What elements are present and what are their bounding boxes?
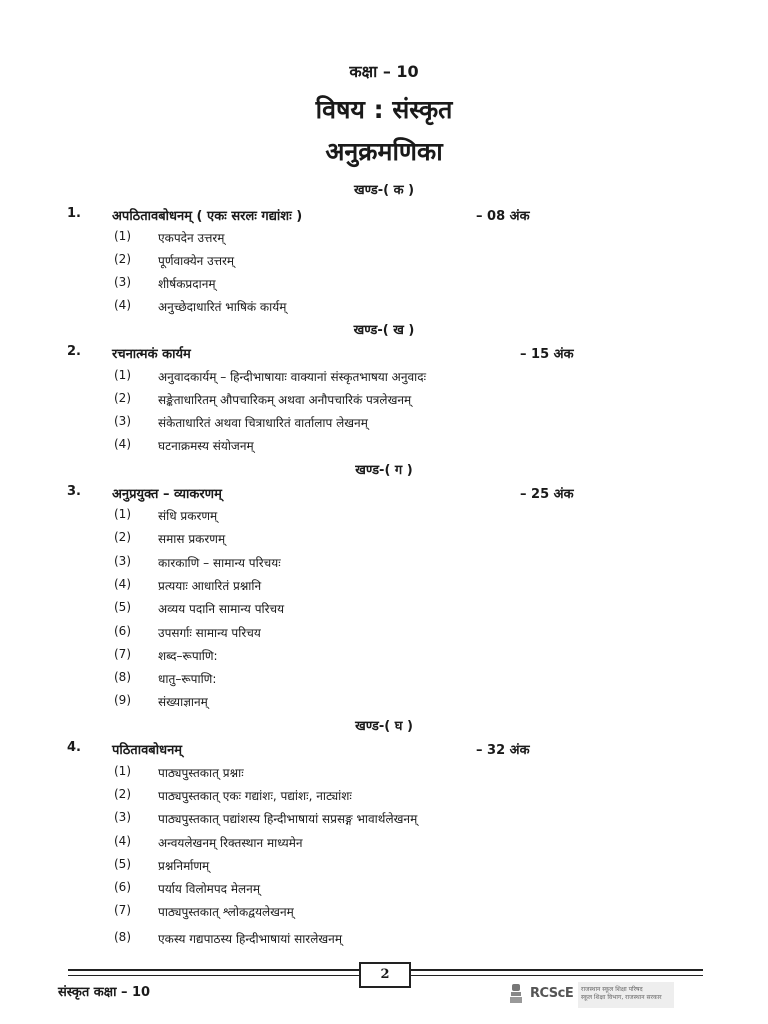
index-title: अनुक्रमणिका bbox=[325, 137, 443, 166]
item-number: (2) bbox=[114, 530, 131, 544]
item-number: (3) bbox=[114, 414, 131, 428]
item-number: (4) bbox=[114, 834, 131, 848]
topic-title: पठितावबोधनम् bbox=[112, 743, 183, 758]
item-number: (2) bbox=[114, 787, 131, 801]
list-item: पाठ्यपुस्तकात् पद्यांशस्य हिन्दीभाषायां सप्रसङ्ग भावार्थलेखनम् bbox=[158, 812, 418, 826]
topic-title: अपठितावबोधनम् ( एकः सरलः गद्यांशः ) bbox=[112, 209, 303, 224]
list-item: अनुवादकार्यम् – हिन्दीभाषायाः वाक्यानां संस्कृतभाषया अनुवादः bbox=[158, 370, 427, 384]
list-item: प्रश्ननिर्माणम् bbox=[158, 859, 210, 873]
list-item: कारकाणि – सामान्य परिचयः bbox=[158, 556, 281, 570]
khand-heading-b: खण्ड-( ख ) bbox=[353, 323, 415, 338]
item-number: (9) bbox=[114, 693, 131, 707]
item-number: (8) bbox=[114, 670, 131, 684]
list-item: उपसर्गाः सामान्य परिचय bbox=[158, 626, 261, 640]
item-number: (8) bbox=[114, 930, 131, 944]
list-item: संधि प्रकरणम् bbox=[158, 509, 218, 523]
list-item: संकेताधारितं अथवा चित्राधारितं वार्तालाप लेखनम् bbox=[158, 416, 368, 430]
topic-number: 4. bbox=[67, 740, 81, 755]
khand-heading-a: खण्ड-( क ) bbox=[353, 183, 415, 198]
list-item: पूर्णवाक्येन उत्तरम् bbox=[158, 254, 235, 268]
list-item: धातु–रूपाणि: bbox=[158, 672, 217, 686]
list-item: सङ्केताधारितम् औपचारिकम् अथवा अनौपचारिकं पत्रलेखनम् bbox=[158, 393, 412, 407]
topic-title: रचनात्मकं कार्यम bbox=[112, 347, 191, 362]
list-item: संख्याज्ञानम् bbox=[158, 695, 208, 709]
footer-book-title: संस्कृत कक्षा – 10 bbox=[58, 985, 151, 1000]
list-item: पाठ्यपुस्तकात् श्लोकद्वयलेखनम् bbox=[158, 905, 294, 919]
item-number: (1) bbox=[114, 229, 131, 243]
topic-title: अनुप्रयुक्त – व्याकरणम् bbox=[112, 487, 222, 502]
list-item: पाठ्यपुस्तकात् एकः गद्यांशः, पद्यांशः, नाट्यांशः bbox=[158, 789, 352, 803]
item-number: (6) bbox=[114, 624, 131, 638]
item-number: (6) bbox=[114, 880, 131, 894]
rcsce-logo bbox=[508, 980, 676, 1010]
logo-line-1: राजस्थान स्कूल शिक्षा परिषद bbox=[581, 986, 643, 993]
list-item: घटनाक्रमस्य संयोजनम् bbox=[158, 439, 254, 453]
logo-banner bbox=[578, 982, 674, 1008]
khand-heading-c: खण्ड-( ग ) bbox=[355, 463, 413, 478]
topic-number: 1. bbox=[67, 206, 81, 221]
item-number: (4) bbox=[114, 577, 131, 591]
page-number: 2 bbox=[359, 962, 411, 988]
topic-marks: – 25 अंक bbox=[520, 487, 574, 502]
item-number: (2) bbox=[114, 391, 131, 405]
item-number: (7) bbox=[114, 647, 131, 661]
topic-number: 2. bbox=[67, 344, 81, 359]
list-item: पाठ्यपुस्तकात् प्रश्नाः bbox=[158, 766, 244, 780]
item-number: (3) bbox=[114, 275, 131, 289]
item-number: (1) bbox=[114, 507, 131, 521]
khand-heading-d: खण्ड-( घ ) bbox=[355, 719, 413, 734]
list-item: एकपदेन उत्तरम् bbox=[158, 231, 225, 245]
class-heading: कक्षा – 10 bbox=[349, 62, 419, 81]
item-number: (1) bbox=[114, 368, 131, 382]
item-number: (3) bbox=[114, 554, 131, 568]
list-item: अव्यय पदानि सामान्य परिचय bbox=[158, 602, 285, 616]
list-item: शब्द–रूपाणि: bbox=[158, 649, 218, 663]
item-number: (3) bbox=[114, 810, 131, 824]
item-number: (7) bbox=[114, 903, 131, 917]
topic-marks: – 32 अंक bbox=[476, 743, 530, 758]
item-number: (5) bbox=[114, 857, 131, 871]
item-number: (2) bbox=[114, 252, 131, 266]
list-item: पर्याय विलोमपद मेलनम् bbox=[158, 882, 261, 896]
logo-line-2: स्कूल शिक्षा विभाग, राजस्थान सरकार bbox=[581, 994, 662, 1001]
item-number: (4) bbox=[114, 437, 131, 451]
item-number: (4) bbox=[114, 298, 131, 312]
list-item: अनुच्छेदाधारितं भाषिकं कार्यम् bbox=[158, 300, 287, 314]
subject-heading: विषय : संस्कृत bbox=[315, 95, 453, 124]
item-number: (1) bbox=[114, 764, 131, 778]
logo-name: RCScE bbox=[530, 986, 574, 1001]
topic-number: 3. bbox=[67, 484, 81, 499]
list-item: शीर्षकप्रदानम् bbox=[158, 277, 216, 291]
item-number: (5) bbox=[114, 600, 131, 614]
topic-marks: – 15 अंक bbox=[520, 347, 574, 362]
emblem-icon bbox=[508, 982, 524, 1006]
list-item: एकस्य गद्यपाठस्य हिन्दीभाषायां सारलेखनम् bbox=[158, 932, 343, 946]
list-item: अन्वयलेखनम् रिक्तस्थान माध्यमेन bbox=[158, 836, 303, 850]
list-item: प्रत्ययाः आधारितं प्रश्नानि bbox=[158, 579, 262, 593]
topic-marks: – 08 अंक bbox=[476, 209, 530, 224]
list-item: समास प्रकरणम् bbox=[158, 532, 226, 546]
